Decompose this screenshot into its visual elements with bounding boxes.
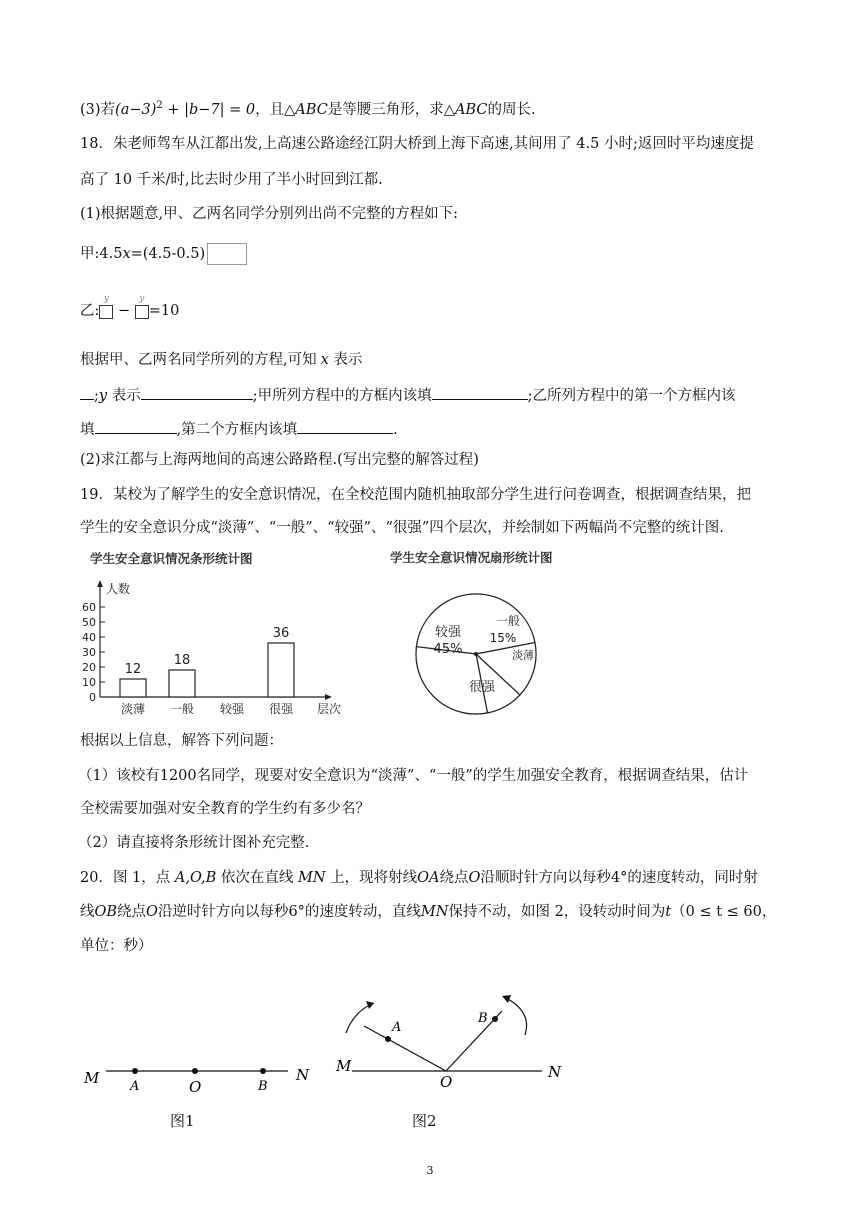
q18-ask — [80, 350, 362, 370]
yi-box-1[interactable] — [99, 305, 113, 319]
jia-answer-box[interactable] — [207, 243, 247, 265]
yi-fraction-1 — [99, 295, 113, 323]
yi-minus: − — [118, 303, 131, 319]
q20-l2-b: 绕点 — [117, 904, 147, 920]
bar-y-tick-label: 60 — [82, 601, 96, 614]
yi-box-2[interactable] — [135, 305, 149, 319]
pie-center — [474, 652, 478, 656]
q19-after: 根据以上信息，解答下列问题： — [80, 733, 283, 749]
fig2-caption: 图2 — [412, 1112, 437, 1130]
q20-l1-c: 上，现将射线 — [330, 870, 418, 886]
q20-point-o2: O — [146, 904, 158, 920]
fig2-label-b: B — [478, 1011, 488, 1026]
q20-ray-oa: OA — [417, 870, 440, 886]
pie-label: 较强 — [434, 625, 462, 640]
pie-label: 很强 — [468, 680, 496, 695]
bar-y-tick-label: 0 — [89, 691, 96, 704]
q20-l2-a: 线 — [80, 904, 95, 920]
fig1-point-b — [260, 1068, 266, 1074]
fig2-arrowhead-left — [366, 1001, 374, 1009]
bar-category-label: 很强 — [268, 702, 294, 716]
yi-num-1: y — [103, 294, 109, 304]
page-number: 3 — [426, 1164, 434, 1177]
yi-num-2: y — [139, 294, 145, 304]
fig2-label-a: A — [392, 1020, 402, 1035]
q19-line1: 19．某校为了解学生的安全意识情况，在全校范围内随机抽取部分学生进行问卷调查，根据调查结果，把 — [80, 487, 751, 503]
fig1-label-b: B — [258, 1079, 268, 1094]
l2-text-c: ;乙所列方程中的第一个方框内该 — [527, 388, 736, 404]
q20-point-o: O — [468, 870, 481, 886]
bar-y-tick-label: 50 — [82, 616, 96, 629]
fig1-label-n: N — [296, 1066, 310, 1084]
q17-formula-sup: 2 — [156, 100, 163, 111]
bar-y-tick-label: 10 — [82, 676, 96, 689]
q18-part2: (2)求江都与上海两地间的高速公路路程.(写出完整的解答过程) — [80, 452, 479, 468]
blank-jia-box[interactable] — [432, 384, 528, 400]
blank-y-meaning[interactable] — [141, 384, 253, 400]
yi-fraction-2 — [135, 295, 149, 323]
q17-formula-b: + |b−7| = 0 — [162, 101, 256, 118]
q20-l2-e: 保持不动，如图 2，设转动时间为 — [448, 904, 666, 920]
pie-label: 淡薄 — [512, 649, 534, 662]
q20-line-mn2: MN — [420, 904, 449, 920]
bar-x-label: 层次 — [317, 702, 342, 716]
bar-y-tick-label: 30 — [82, 646, 96, 659]
figure-2 — [330, 985, 570, 1095]
q20-speed-2: 6° — [288, 904, 305, 920]
ask-text: 根据甲、乙两名同学所列的方程,可知 — [80, 352, 317, 368]
l2-text-a: 表示 — [107, 388, 141, 404]
fig2-label-m: M — [336, 1057, 352, 1075]
l3-text-a: 填 — [80, 422, 95, 438]
pie-label: 一般 — [495, 614, 521, 628]
pie-chart — [402, 570, 552, 720]
q18-part1: (1)根据题意,甲、乙两名同学分别列出尚不完整的方程如下: — [80, 206, 459, 222]
bar-y-axis-arrow — [97, 580, 103, 587]
q18-jia-equation — [80, 243, 247, 265]
q20-l2-c: 沿逆时针方向以每秒 — [157, 904, 289, 920]
bar — [268, 643, 294, 697]
q20-var-t: t — [665, 904, 672, 920]
l3-end: . — [393, 422, 398, 438]
fig1-label-m: M — [84, 1069, 100, 1087]
bar-y-label: 人数 — [106, 582, 131, 596]
q20-speed-1: 4° — [610, 870, 628, 886]
fig2-label-n: N — [548, 1063, 562, 1081]
q20-line1 — [80, 868, 758, 888]
q18-line2: 高了 10 千米/时,比去时少用了半小时回到江都. — [80, 172, 383, 188]
bar-data-label: 18 — [173, 653, 191, 668]
q20-l1-f: 的速度转动，同时射 — [627, 870, 758, 886]
q20-l1-e: 沿顺时针方向以每秒 — [480, 870, 611, 886]
q17-triangle-2: △ABC — [443, 101, 488, 118]
pie-chart-title: 学生安全意识情况扇形统计图 — [390, 550, 553, 565]
q19-sub1-line2: 全校需要加强对安全教育的学生约有多少名？ — [80, 801, 370, 817]
bar-chart-title: 学生安全意识情况条形统计图 — [90, 551, 253, 566]
q19-sub2: （2）请直接将条形统计图补充完整. — [78, 835, 310, 851]
fig2-label-o: O — [440, 1073, 453, 1091]
yi-end: =10 — [148, 303, 180, 319]
bar-y-tick-label: 20 — [82, 661, 96, 674]
fig2-point-b — [492, 1016, 498, 1022]
bar-category-label: 一般 — [169, 702, 195, 716]
blank-yi-box-1[interactable] — [95, 418, 177, 434]
fig1-caption: 图1 — [170, 1112, 195, 1130]
q17-text-c: 是等腰三角形，求 — [327, 101, 444, 118]
q19-line2: 学生的安全意识分成“淡薄”、“一般”、“较强”、“很强”四个层次，并绘制如下两幅尚不完整的统计图. — [80, 520, 724, 536]
q20-l1-a: 20．图 1，点 — [80, 870, 171, 886]
bar-category-label: 淡薄 — [120, 702, 146, 716]
fig2-ray-oa — [364, 1026, 446, 1071]
blank-x-meaning[interactable] — [80, 384, 94, 400]
bar-y-tick-label: 40 — [82, 631, 96, 644]
q20-l1-b: 依次在直线 — [220, 870, 294, 886]
q20-points: A,O,B — [174, 870, 217, 886]
ask-var-x: x — [320, 352, 329, 368]
q18-yi-equation — [80, 294, 180, 325]
fig2-point-a — [385, 1036, 391, 1042]
q18-line1: 18．朱老师驾车从江都出发,上高速公路途经江阴大桥到上海下高速,其间用了 4.5 小时;返回时平均速度提 — [80, 136, 754, 152]
q19-sub1-line1: （1）该校有1200名同学，现要对安全意识为“淡薄”、“一般”的学生加强安全教育，根据调查结果，估计 — [78, 768, 749, 784]
fig1-label-a: A — [130, 1079, 140, 1094]
q20-l1-d: 绕点 — [439, 870, 469, 886]
q17-part3-line — [80, 96, 536, 120]
q17-part3-prefix: (3)若 — [80, 101, 116, 118]
q17-formula-a: (a−3) — [115, 101, 157, 118]
q20-line3: 单位：秒） — [80, 938, 153, 954]
l3-text-b: ,第二个方框内该填 — [176, 422, 298, 438]
q18-fill-line2: ;y 表示 ;甲所列方程中的方框内该填 ;乙所列方程中的第一个方框内该 — [80, 384, 735, 406]
q18-fill-line3 — [80, 418, 398, 440]
yi-label: 乙: — [80, 303, 100, 319]
bar — [120, 679, 146, 697]
l2-text-b: ;甲所列方程中的方框内该填 — [252, 388, 432, 404]
bar-chart — [70, 570, 350, 720]
q20-range: （0 ≤ t ≤ 60， — [671, 904, 777, 920]
bar — [169, 670, 195, 697]
fig1-point-o — [192, 1068, 198, 1074]
fig2-arrow-right — [508, 999, 527, 1035]
pie-label: 15% — [489, 631, 517, 645]
bar-x-axis-arrow — [325, 694, 332, 700]
figure-1 — [76, 1050, 316, 1110]
fig2-arrowhead-right — [502, 995, 511, 1003]
fig1-label-o: O — [189, 1078, 202, 1096]
q20-line-mn: MN — [298, 870, 326, 886]
pie-label: 45% — [433, 642, 463, 657]
bar-data-label: 36 — [272, 626, 290, 641]
q17-triangle-1: △ABC — [284, 101, 328, 118]
bar-category-label: 较强 — [219, 702, 245, 716]
q20-line2 — [80, 902, 776, 922]
blank-yi-box-2[interactable] — [297, 418, 393, 434]
l2-var-y: y — [98, 388, 108, 404]
bar-data-label: 12 — [124, 662, 142, 677]
q17-text-d: 的周长. — [487, 101, 536, 118]
ask-tail: 表示 — [328, 352, 363, 368]
fig1-point-a — [132, 1068, 138, 1074]
q17-text-b: ，且 — [255, 101, 285, 118]
jia-rest: =(4.5-0.5) — [130, 246, 206, 262]
jia-var-x: x — [122, 246, 131, 262]
q20-ray-ob: OB — [94, 904, 118, 920]
jia-label: 甲:4.5 — [80, 246, 123, 262]
q20-l2-d: 的速度转动，直线 — [304, 904, 421, 920]
